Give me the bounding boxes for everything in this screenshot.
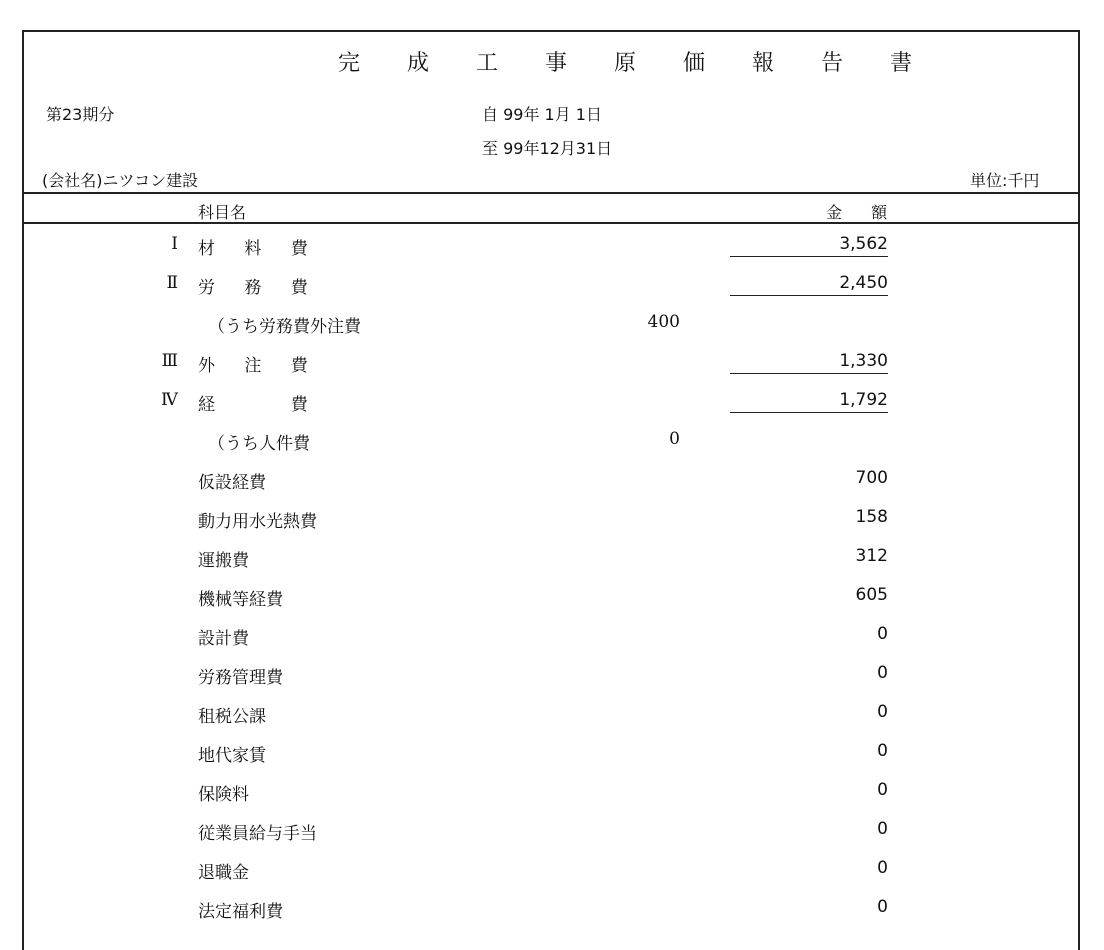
row-number: Ⅲ bbox=[161, 351, 178, 371]
row-amount: 0 bbox=[877, 624, 888, 644]
row-amount: 1,792 bbox=[730, 390, 888, 413]
row-label: 材 料 費 bbox=[198, 239, 320, 259]
row-amount: 3,562 bbox=[730, 234, 888, 257]
table-row bbox=[24, 772, 1080, 811]
table-row bbox=[24, 538, 1080, 577]
row-amount: 312 bbox=[855, 546, 888, 566]
row-amount: 0 bbox=[877, 663, 888, 683]
row-label: 退職金 bbox=[198, 863, 249, 883]
column-header-band bbox=[24, 192, 1080, 224]
table-row bbox=[24, 304, 1080, 343]
row-amount: 2,450 bbox=[730, 273, 888, 296]
row-label: 従業員給与手当 bbox=[198, 824, 317, 844]
table-row bbox=[24, 889, 1080, 928]
company-name: (会社名)ニツコン建設 bbox=[42, 171, 199, 190]
table-row bbox=[24, 733, 1080, 772]
row-label: 法定福利費 bbox=[198, 902, 283, 922]
table-row bbox=[24, 226, 1080, 265]
column-header-amount: 金 額 bbox=[826, 203, 900, 222]
row-label: 保険料 bbox=[198, 785, 249, 805]
fiscal-period: 第23期分 bbox=[46, 105, 115, 124]
table-row bbox=[24, 343, 1080, 382]
period-end-date: 至 99年12月31日 bbox=[482, 139, 613, 158]
table-row bbox=[24, 460, 1080, 499]
row-subamount: 0 bbox=[669, 429, 680, 449]
row-amount: 1,330 bbox=[730, 351, 888, 374]
row-label: （うち労務費外注費 bbox=[208, 317, 361, 337]
row-label: 仮設経費 bbox=[198, 473, 266, 493]
row-number: Ⅰ bbox=[171, 234, 178, 254]
column-header-item: 科目名 bbox=[198, 203, 247, 222]
row-amount: 158 bbox=[855, 507, 888, 527]
period-start-date: 自 99年 1月 1日 bbox=[482, 105, 602, 124]
row-number: Ⅳ bbox=[161, 390, 178, 410]
row-label: 地代家賃 bbox=[198, 746, 266, 766]
table-row bbox=[24, 655, 1080, 694]
row-label: 機械等経費 bbox=[198, 590, 283, 610]
row-amount: 605 bbox=[855, 585, 888, 605]
row-amount: 0 bbox=[877, 741, 888, 761]
table-row bbox=[24, 499, 1080, 538]
row-label: 租税公課 bbox=[198, 707, 266, 727]
row-number: Ⅱ bbox=[166, 273, 178, 293]
table-row bbox=[24, 577, 1080, 616]
row-label: 外 注 費 bbox=[198, 356, 320, 376]
row-amount: 0 bbox=[877, 897, 888, 917]
table-row bbox=[24, 811, 1080, 850]
table-row bbox=[24, 382, 1080, 421]
row-label: 運搬費 bbox=[198, 551, 249, 571]
row-subamount: 400 bbox=[647, 312, 680, 332]
table-row bbox=[24, 265, 1080, 304]
table-row bbox=[24, 850, 1080, 889]
table-row bbox=[24, 421, 1080, 460]
row-amount: 0 bbox=[877, 702, 888, 722]
row-label: 設計費 bbox=[198, 629, 249, 649]
row-amount: 0 bbox=[877, 858, 888, 878]
unit-label: 単位:千円 bbox=[970, 171, 1040, 190]
row-amount: 0 bbox=[877, 819, 888, 839]
table-row bbox=[24, 616, 1080, 655]
row-label: （うち人件費 bbox=[208, 434, 310, 454]
row-label: 労 務 費 bbox=[198, 278, 320, 298]
table-row bbox=[24, 694, 1080, 733]
row-amount: 700 bbox=[855, 468, 888, 488]
row-amount: 0 bbox=[877, 780, 888, 800]
row-label: 労務管理費 bbox=[198, 668, 283, 688]
row-label: 動力用水光熱費 bbox=[198, 512, 317, 532]
row-label: 経 費 bbox=[198, 395, 320, 415]
report-title: 完 成 工 事 原 価 報 告 書 bbox=[338, 51, 932, 76]
